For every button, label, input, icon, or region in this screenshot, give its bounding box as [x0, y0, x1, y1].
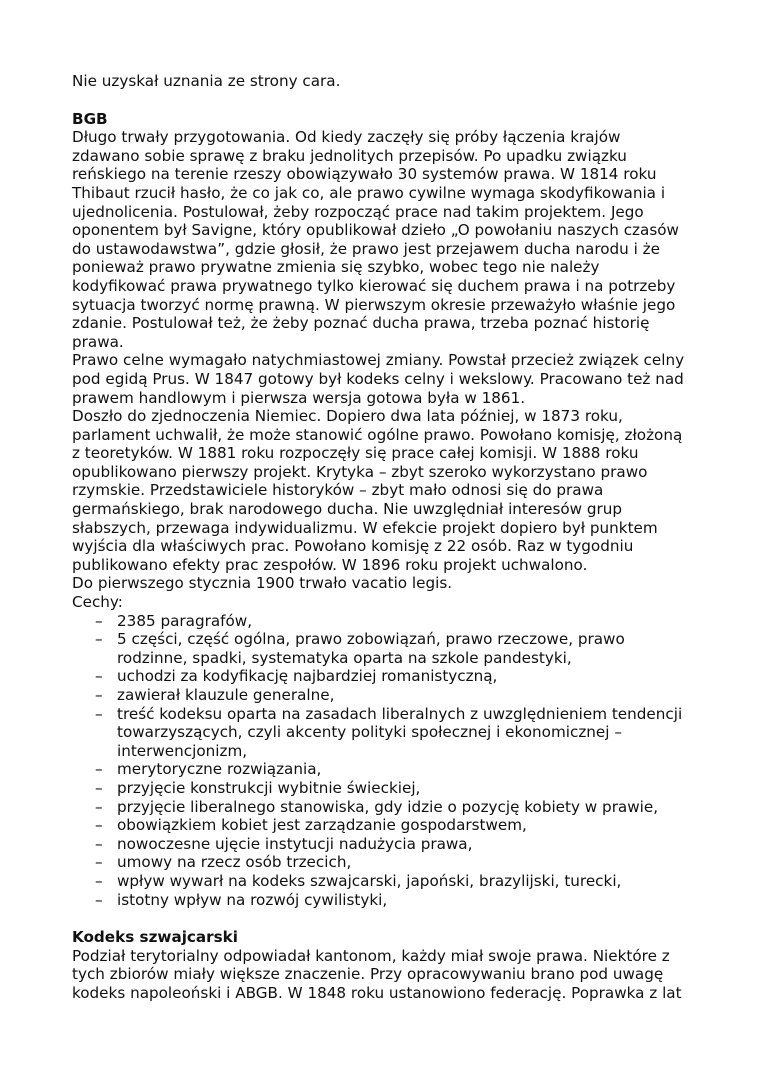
list-item	[72, 891, 692, 910]
features-label: Cechy:	[72, 593, 123, 612]
list-item	[72, 667, 692, 686]
dash-bullet: –	[95, 686, 103, 704]
dash-bullet: –	[95, 797, 103, 816]
list-item-text: treść kodeksu oparta na zasadach liberalnych z uwzględnieniem tendencji towarzyszących, czyli akcenty polityki społecznej i ekonomicznej – interwencjonizm,	[117, 704, 683, 760]
list-item	[72, 835, 692, 854]
dash-bullet: –	[95, 630, 103, 649]
list-item	[72, 760, 692, 779]
section-heading-bgb: BGB	[72, 109, 108, 128]
list-item-text: nowoczesne ujęcie instytucji nadużycia prawa,	[117, 834, 473, 853]
list-item-text: przyjęcie konstrukcji wybitnie świeckiej,	[117, 778, 421, 797]
list-item	[72, 612, 692, 631]
swiss-paragraph: Podział terytorialny odpowiadał kantonom, każdy miał swoje prawa. Niektóre z tych zbiorów miały większe znaczenie. Przy opracowywaniu brano pod uwagę kodeks napoleoński i ABGB. W 1848 roku ustanowiono federację. Poprawka z lat	[72, 946, 682, 1002]
list-item	[72, 779, 692, 798]
list-item-text: przyjęcie liberalnego stanowiska, gdy idzie o pozycję kobiety w prawie,	[117, 797, 659, 816]
section-heading-swiss-code: Kodeks szwajcarski	[72, 928, 238, 947]
list-item-text: wpływ wywarł na kodeks szwajcarski, japoński, brazylijski, turecki,	[117, 871, 622, 890]
bgb-paragraph-2: Prawo celne wymagało natychmiastowej zmiany. Powstał przecież związek celny pod egidą Prus. W 1847 gotowy był kodeks celny i wekslowy. Pracowano też nad prawem handlowym i pierwsza wersja gotowa była w 1861.	[72, 351, 685, 407]
dash-bullet: –	[95, 667, 103, 686]
list-item-text: merytoryczne rozwiązania,	[117, 760, 322, 779]
list-item-text: 5 części, część ogólna, prawo zobowiązań, prawo rzeczowe, prawo rodzinne, spadki, systematyka oparta na szkole pandestyki,	[117, 630, 625, 667]
list-item-text: 2385 paragrafów,	[117, 611, 253, 630]
features-list	[72, 612, 692, 910]
dash-bullet: –	[95, 611, 103, 630]
dash-bullet: –	[95, 816, 103, 835]
list-item-text: istotny wpływ na rozwój cywilistyki,	[117, 890, 388, 909]
list-item	[72, 853, 692, 872]
dash-bullet: –	[95, 834, 103, 853]
list-item-text: umowy na rzecz osób trzecich,	[117, 853, 352, 872]
dash-bullet: –	[95, 704, 103, 723]
dash-bullet: –	[95, 871, 103, 890]
bgb-paragraph-4: Do pierwszego stycznia 1900 trwało vacatio legis.	[72, 574, 453, 593]
spacer	[72, 91, 692, 110]
document-page	[72, 72, 692, 1003]
dash-bullet: –	[95, 890, 103, 909]
list-item	[72, 630, 692, 667]
dash-bullet: –	[95, 778, 103, 797]
list-item	[72, 816, 692, 835]
list-item-text: obowiązkiem kobiet jest zarządzanie gospodarstwem,	[117, 816, 527, 835]
intro-paragraph: Nie uzyskał uznania ze strony cara.	[72, 72, 341, 90]
list-item	[72, 705, 692, 761]
list-item-text: zawierał klauzule generalne,	[117, 686, 335, 704]
bgb-paragraph-3: Doszło do zjednoczenia Niemiec. Dopiero dwa lata później, w 1873 roku, parlament uchwalił, że może stanowić ogólne prawo. Powołano komisję, złożoną z teoretyków. W 1881 roku rozpoczęły się prace całej komisji. W 1888 roku opublikowano pierwszy projekt. Krytyka – zbyt szeroko wykorzystano prawo rzymskie. Przedstawiciele historyków – zbyt mało odnosi się do prawa germańskiego, brak narodowego ducha. Nie uwzględniał interesów grup słabszych, przewaga indywidualizmu. W efekcie projekt dopiero był punktem wyjścia dla właściwych prac. Powołano komisję z 22 osób. Raz w tygodniu publikowano efekty prac zespołów. W 1896 roku projekt uchwalono.	[72, 407, 683, 574]
dash-bullet: –	[95, 853, 103, 872]
list-item	[72, 872, 692, 891]
list-item	[72, 686, 692, 705]
bgb-paragraph-1: Długo trwały przygotowania. Od kiedy zaczęły się próby łączenia krajów zdawano sobie sprawę z braku jednolitych przepisów. Po upadku związku reńskiego na terenie rzeszy obowiązywało 30 systemów prawa. W 1814 roku Thibaut rzucił hasło, że co jak co, ale prawo cywilne wymaga skodyfikowania i ujednolicenia. Postulował, żeby rozpocząć prace nad takim projektem. Jego oponentem był Savigne, który opublikował dzieło „O powołaniu naszych czasów do ustawodawstwa”, gdzie głosił, że prawo jest przejawem ducha narodu i że ponieważ prawo prywatne zmienia się szybko, wobec tego nie należy kodyfikować prawa prywatnego tylko kierować się duchem prawa i na potrzeby sytuacja tworzyć normę prawną. W pierwszym okresie przeważyło właśnie jego zdanie. Postulował też, że żeby poznać ducha prawa, trzeba poznać historię prawa.	[72, 128, 679, 351]
dash-bullet: –	[95, 760, 103, 779]
list-item	[72, 798, 692, 817]
spacer	[72, 909, 692, 928]
list-item-text: uchodzi za kodyfikację najbardziej romanistyczną,	[117, 667, 498, 686]
